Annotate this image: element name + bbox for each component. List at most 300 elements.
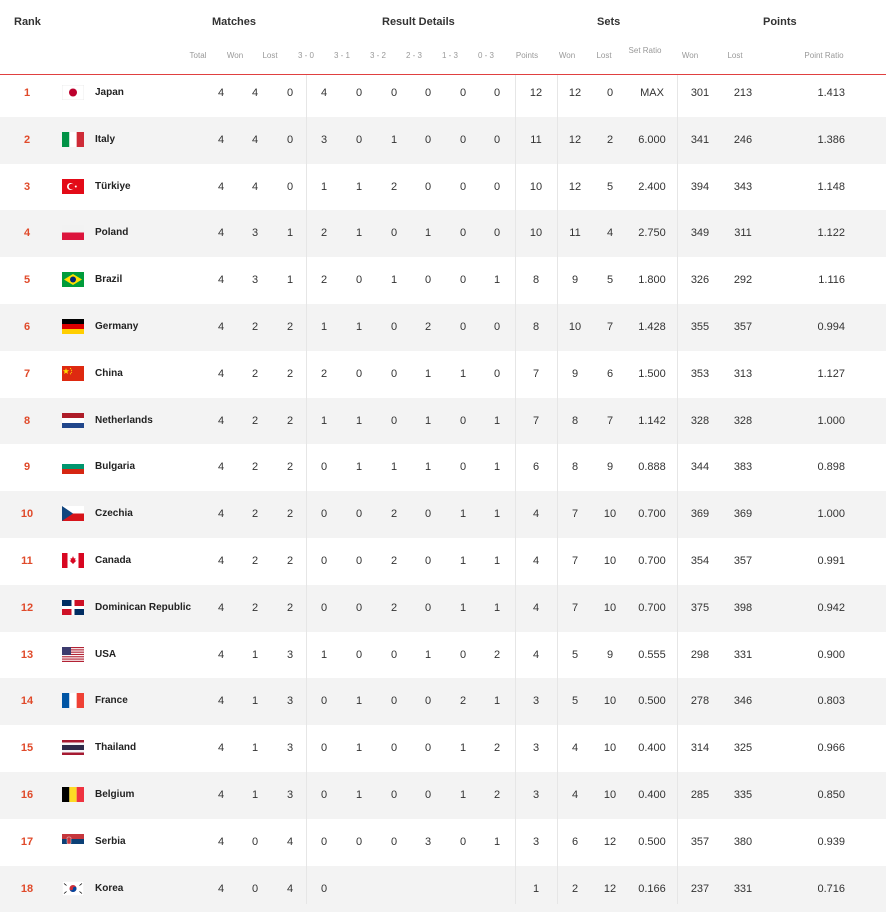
cell-r03: 0 [493,180,501,193]
cell-pts-won: 394 [690,180,710,193]
cell-point-ratio: 1.386 [817,133,845,146]
cell-sets-won: 7 [571,555,579,567]
cell-pts-won: 357 [690,835,710,848]
cell-point-ratio: 0.939 [817,835,845,848]
points-header: Points [763,16,797,28]
results-divider [515,75,516,904]
cell-pts-won: 328 [690,414,710,427]
cell-r30: 1 [320,414,328,427]
table-row [0,632,886,679]
cell-r13: 0 [459,461,467,474]
team-name[interactable]: Czechia [95,508,133,520]
cell-r30: 2 [320,227,328,240]
cell-r13: 0 [459,227,467,240]
rank-cell: 4 [23,227,31,240]
cell-pts-won: 314 [690,742,710,755]
rank-cell: 12 [20,601,34,614]
table-row [0,70,886,117]
china-flag-icon [62,366,84,381]
cell-sets-lost: 10 [603,555,617,567]
cell-point-ratio: 0.898 [817,461,845,474]
cell-sets-lost: 5 [606,180,614,193]
cell-points: 3 [532,695,540,708]
cell-r31: 1 [355,742,363,755]
canada-flag-icon [62,553,84,568]
cell-r31: 1 [355,227,363,240]
cell-set-ratio: 0.400 [638,742,666,755]
cell-pts-lost: 325 [733,742,753,755]
cell-r13: 0 [459,414,467,427]
cell-r32: 1 [390,274,398,287]
cell-set-ratio: 0.700 [638,508,666,521]
cell-point-ratio: 0.942 [817,601,845,614]
cell-total: 4 [217,367,225,380]
cell-won: 1 [251,742,259,755]
cell-r31: 1 [355,321,363,333]
cell-sets-lost: 7 [606,414,614,427]
cell-won: 4 [251,133,259,146]
cell-pts-won: 285 [690,789,710,801]
cell-r32: 1 [390,461,398,474]
cell-r13: 0 [459,180,467,193]
cell-lost: 2 [286,508,294,521]
cell-pts-lost: 213 [733,87,753,99]
cell-r32 [379,866,409,912]
cell-lost: 3 [286,742,294,755]
cell-won: 2 [251,461,259,474]
cell-lost: 1 [286,227,294,240]
cell-pts-won: 237 [690,882,710,895]
table-row [0,351,886,398]
cell-r03: 0 [493,133,501,146]
cell-lost: 0 [286,87,294,99]
cell-r23: 0 [424,695,432,708]
cell-r30: 0 [320,555,328,567]
cell-r31: 0 [355,648,363,661]
cell-point-ratio: 0.850 [817,789,845,801]
cell-sets-won: 12 [568,87,582,99]
subheader-total: Total [189,51,207,60]
brazil-flag-icon [62,272,84,287]
subheader-lost: Lost [262,51,278,60]
cell-r32: 1 [390,133,398,146]
cell-total: 4 [217,789,225,801]
cell-total: 4 [217,508,225,521]
cell-r32: 2 [390,180,398,193]
rank-header: Rank [14,16,41,28]
cell-total: 4 [217,87,225,99]
cell-points: 4 [532,648,540,661]
turkiye-flag-icon [62,179,84,194]
rank-cell: 13 [20,648,34,661]
cell-r30: 1 [320,180,328,193]
cell-won: 4 [251,87,259,99]
subheader-3-2: 3 - 2 [369,51,386,60]
rank-cell: 3 [23,180,31,193]
cell-r03: 1 [493,274,501,287]
cell-r03: 0 [493,87,501,99]
subheader-point-ratio: Point Ratio [804,51,844,60]
cell-won: 2 [251,601,259,614]
cell-pts-lost: 357 [733,555,753,567]
cell-total: 4 [217,321,225,333]
cell-set-ratio: 0.888 [638,461,666,474]
cell-pts-won: 326 [690,274,710,287]
cell-set-ratio: MAX [640,87,664,99]
cell-set-ratio: 0.500 [638,835,666,848]
cell-won: 2 [251,414,259,427]
cell-total: 4 [217,882,225,895]
cell-points: 4 [532,508,540,521]
cell-r03: 0 [493,321,501,333]
team-name[interactable]: Serbia [95,835,126,847]
cell-r32: 0 [390,414,398,427]
table-row [0,117,886,164]
cell-points: 8 [532,321,540,333]
team-name[interactable]: Italy [95,133,116,145]
cell-point-ratio: 0.716 [817,882,845,895]
team-name[interactable]: Brazil [95,274,123,286]
subheader-1-3: 1 - 3 [441,51,458,60]
cell-point-ratio: 1.413 [817,87,845,99]
bulgaria-flag-icon [62,459,84,474]
cell-points: 8 [532,274,540,287]
cell-sets-won: 8 [571,414,579,427]
cell-pts-lost: 343 [733,180,753,193]
cell-r03: 2 [493,742,501,755]
cell-r32: 0 [390,87,398,99]
cell-r31: 1 [355,789,363,801]
rank-cell: 1 [23,87,31,99]
cell-point-ratio: 1.116 [818,274,845,287]
cell-won: 0 [251,835,259,848]
cell-lost: 2 [286,461,294,474]
cell-r03: 1 [493,414,501,427]
team-name[interactable]: Türkiye [95,180,131,192]
cell-sets-lost: 0 [606,87,614,99]
cell-r13: 0 [459,133,467,146]
cell-r23: 0 [424,742,432,755]
rank-cell: 8 [23,414,31,427]
cell-pts-won: 375 [690,601,710,614]
table-row [0,866,886,912]
cell-lost: 3 [286,789,294,801]
sets-header: Sets [597,16,621,28]
cell-r13: 1 [459,555,467,567]
cell-points: 3 [532,789,540,801]
cell-r23: 1 [424,648,432,661]
france-flag-icon [62,693,84,708]
subheader-points-won: Won [681,51,699,60]
cell-pts-lost: 369 [733,508,753,521]
cell-lost: 4 [286,882,294,895]
cell-total: 4 [217,835,225,848]
dominican-republic-flag-icon [62,600,84,615]
cell-sets-won: 12 [568,180,582,193]
cell-r31: 1 [355,695,363,708]
subheader-set-ratio: Set Ratio [628,46,662,55]
cell-points: 12 [529,87,543,99]
cell-lost: 1 [286,274,294,287]
cell-r32: 0 [390,835,398,848]
cell-pts-lost: 398 [733,601,753,614]
cell-set-ratio: 0.166 [638,882,666,895]
table-row [0,678,886,725]
cell-lost: 4 [286,835,294,848]
team-name[interactable]: Belgium [95,789,135,800]
cell-r13: 0 [459,274,467,287]
cell-r31: 0 [355,274,363,287]
cell-point-ratio: 1.000 [817,508,845,521]
cell-won: 1 [251,695,259,708]
cell-point-ratio: 0.994 [817,321,845,333]
cell-points: 1 [532,882,540,895]
team-name[interactable]: Germany [95,321,139,332]
cell-won: 2 [251,321,259,333]
cell-set-ratio: 0.400 [638,789,666,801]
cell-point-ratio: 1.127 [817,367,845,380]
cell-points: 10 [529,180,543,193]
cell-r13: 0 [459,87,467,99]
cell-sets-won: 2 [571,882,579,895]
cell-r31: 0 [355,601,363,614]
cell-won: 2 [251,508,259,521]
cell-pts-won: 353 [690,367,710,380]
cell-r23: 0 [424,789,432,801]
rank-cell: 16 [20,789,34,801]
cell-sets-lost: 2 [606,133,614,146]
cell-r30: 0 [320,789,328,801]
subheader-3-0: 3 - 0 [297,51,314,60]
cell-pts-lost: 383 [733,461,753,474]
points-col-divider [557,75,558,904]
cell-points: 4 [532,555,540,567]
cell-r30: 3 [320,133,328,146]
cell-r03: 1 [493,601,501,614]
italy-flag-icon [62,132,84,147]
cell-sets-won: 5 [571,648,579,661]
cell-sets-lost: 10 [603,695,617,708]
thailand-flag-icon [62,740,84,755]
cell-r31: 1 [355,414,363,427]
cell-points: 7 [532,414,540,427]
cell-r30: 1 [320,321,328,333]
cell-won: 2 [251,555,259,567]
cell-point-ratio: 1.122 [817,227,845,240]
cell-won: 1 [251,789,259,801]
cell-r03: 1 [493,461,501,474]
cell-r03: 0 [493,227,501,240]
team-name[interactable]: Netherlands [95,414,153,426]
rank-cell: 17 [20,835,34,848]
team-name[interactable]: Dominican Republic [95,601,192,613]
matches-divider [306,75,307,904]
cell-r31: 0 [355,133,363,146]
cell-r32: 2 [390,601,398,614]
cell-set-ratio: 6.000 [638,133,666,146]
cell-sets-lost: 10 [603,601,617,614]
cell-r23: 0 [424,555,432,567]
cell-r23: 0 [424,508,432,521]
cell-r13: 0 [459,321,467,333]
cell-r03: 2 [493,648,501,661]
cell-point-ratio: 0.803 [817,695,845,708]
subheader-3-1: 3 - 1 [333,51,350,60]
rank-cell: 2 [23,133,31,146]
rank-cell: 7 [23,367,31,380]
rank-cell: 14 [20,695,34,708]
cell-sets-lost: 5 [606,274,614,287]
cell-sets-won: 12 [568,133,582,146]
cell-lost: 0 [286,180,294,193]
cell-total: 4 [217,695,225,708]
cell-r32: 2 [390,508,398,521]
table-row [0,210,886,257]
team-name[interactable]: China [95,367,123,379]
team-name[interactable]: France [95,695,128,707]
cell-r30: 0 [320,508,328,521]
rank-cell: 9 [23,461,31,474]
cell-r30: 0 [320,742,328,755]
cell-lost: 0 [286,133,294,146]
table-row [0,585,886,632]
cell-won: 0 [251,882,259,895]
cell-pts-lost: 246 [733,133,753,146]
cell-r31: 0 [355,508,363,521]
rank-cell: 6 [23,321,31,333]
cell-sets-won: 7 [571,508,579,521]
cell-lost: 2 [286,321,294,333]
cell-points: 11 [530,133,542,146]
korea-flag-icon [62,881,84,896]
cell-r32: 0 [390,742,398,755]
cell-lost: 3 [286,648,294,661]
cell-pts-lost: 380 [733,835,753,848]
cell-r32: 0 [390,227,398,240]
cell-sets-lost: 10 [603,789,617,801]
cell-r30: 1 [320,648,328,661]
cell-r23: 0 [424,133,432,146]
cell-r23: 3 [424,835,432,848]
cell-points: 6 [532,461,540,474]
team-name[interactable]: Korea [95,882,124,894]
netherlands-flag-icon [62,413,84,428]
cell-r23: 0 [424,274,432,287]
table-row [0,772,886,819]
cell-sets-lost: 10 [603,508,617,521]
cell-lost: 3 [286,695,294,708]
poland-flag-icon [62,225,84,240]
cell-sets-won: 4 [571,789,579,801]
cell-set-ratio: 0.500 [638,695,666,708]
cell-sets-won: 10 [568,321,582,333]
cell-total: 4 [217,180,225,193]
cell-r23: 1 [424,461,432,474]
cell-r31: 0 [355,835,363,848]
cell-pts-lost: 357 [733,321,753,333]
cell-r30: 0 [320,882,328,895]
cell-pts-won: 298 [690,648,710,661]
cell-won: 2 [251,367,259,380]
cell-r31: 1 [355,461,363,474]
cell-lost: 2 [286,367,294,380]
cell-set-ratio: 2.400 [638,180,666,193]
table-row [0,819,886,866]
cell-set-ratio: 2.750 [638,227,666,240]
subheader-points: Points [515,51,539,60]
cell-r13: 1 [459,601,467,614]
subheader-sets-lost: Lost [596,51,612,60]
cell-sets-lost: 7 [606,321,614,333]
team-name[interactable]: Bulgaria [95,461,136,473]
cell-r30: 2 [320,367,328,380]
cell-sets-lost: 10 [603,742,617,755]
cell-pts-lost: 311 [734,227,752,240]
cell-pts-lost: 292 [733,274,753,287]
cell-pts-won: 278 [690,695,710,708]
cell-r13: 1 [459,742,467,755]
team-name[interactable]: Poland [95,227,129,239]
cell-lost: 2 [286,601,294,614]
cell-r31: 0 [355,555,363,567]
cell-r32: 0 [390,321,398,333]
cell-sets-won: 7 [571,601,579,614]
cell-r13: 2 [459,695,467,708]
cell-pts-won: 344 [690,461,710,474]
table-row [0,491,886,538]
cell-r32: 2 [390,555,398,567]
cell-points: 3 [532,742,540,755]
cell-sets-won: 4 [571,742,579,755]
cell-points: 4 [532,601,540,614]
table-row [0,725,886,772]
result-details-header: Result Details [382,16,455,28]
serbia-flag-icon [62,834,84,849]
cell-r31: 0 [355,367,363,380]
cell-r31: 1 [355,180,363,193]
table-row [0,538,886,585]
cell-pts-lost: 335 [733,789,753,801]
cell-sets-won: 5 [571,695,579,708]
team-name[interactable]: Thailand [95,742,137,754]
team-name[interactable]: Japan [95,87,124,98]
team-name[interactable]: USA [95,648,117,660]
cell-r32: 0 [390,367,398,380]
cell-set-ratio: 0.700 [638,555,666,567]
cell-r23: 1 [424,414,432,427]
cell-pts-lost: 331 [733,648,753,661]
cell-r03: 1 [493,835,501,848]
table-row [0,398,886,445]
cell-points: 7 [532,367,540,380]
cell-r03: 1 [493,508,501,521]
team-name[interactable]: Canada [95,555,132,566]
cell-r31 [344,866,374,912]
cell-r23: 2 [424,321,432,333]
cell-r13: 1 [459,508,467,521]
cell-sets-lost: 12 [603,882,617,895]
rank-cell: 15 [20,742,34,755]
cell-total: 4 [217,601,225,614]
cell-total: 4 [217,227,225,240]
cell-points: 10 [529,227,543,240]
japan-flag-icon [62,85,84,100]
subheader-sets-won: Won [558,51,576,60]
cell-r03: 2 [493,789,501,801]
table-row [0,304,886,351]
cell-sets-lost: 6 [606,367,614,380]
cell-r03: 1 [493,695,501,708]
